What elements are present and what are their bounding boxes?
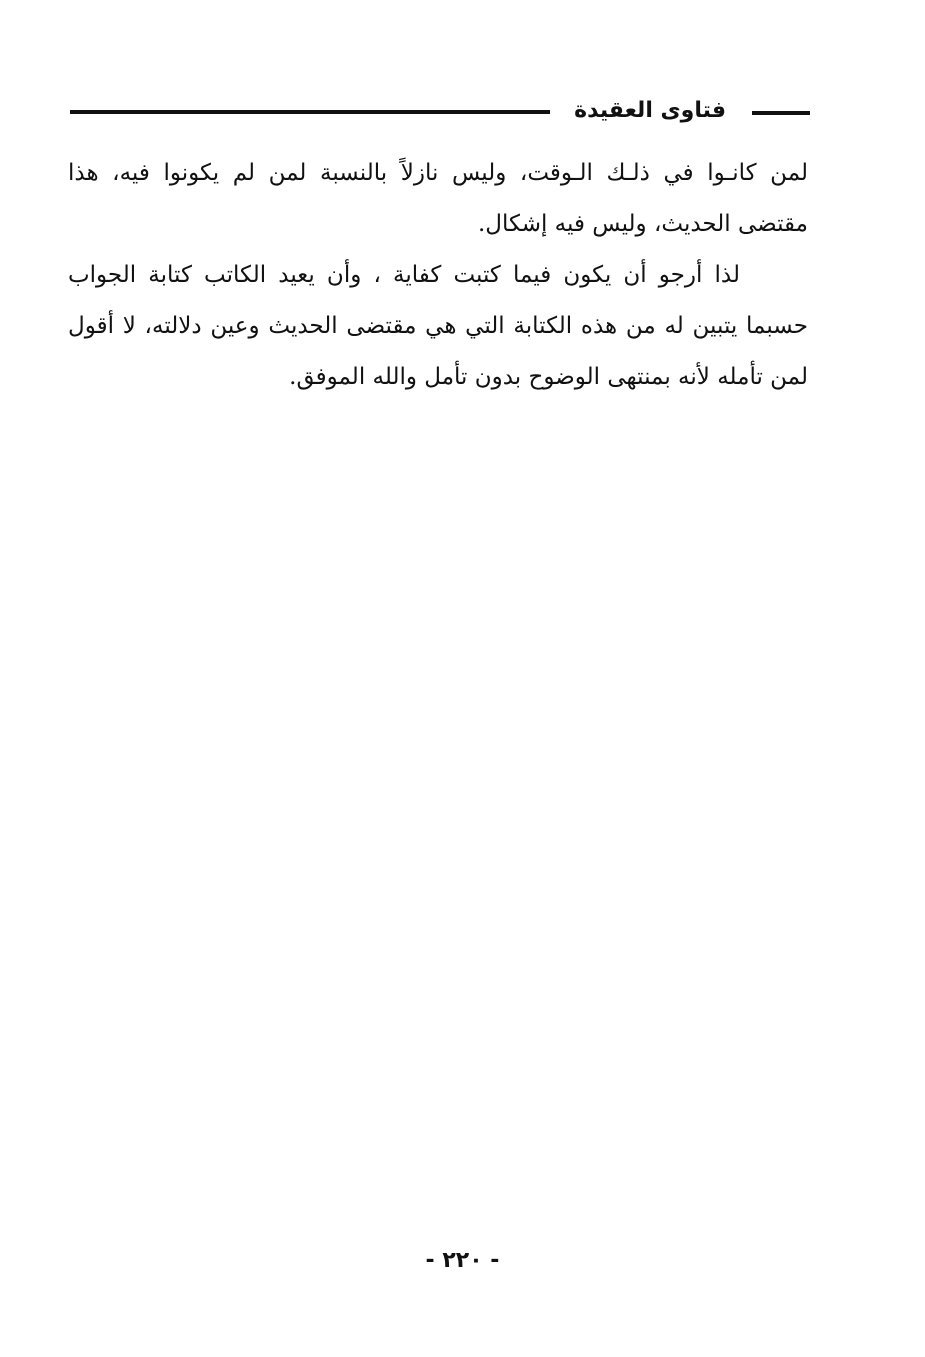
- running-header: [66, 96, 810, 132]
- header-title: فتاوى العقيدة: [574, 98, 726, 123]
- body-text: [68, 148, 808, 403]
- header-rule-right: [752, 111, 810, 115]
- header-rule-left: [70, 110, 550, 114]
- page-number: - ٢٢٠ -: [425, 1248, 500, 1273]
- paragraph: لذا أرجو أن يكون فيما كتبت كفاية ، وأن يعيد الكاتب كتابة الجواب حسبما يتبين له من هذه الكتابة التي هي مقتضى الحديث وعين دلالته، لا أقول لمن تأمله لأنه بمنتهى الوضوح بدون تأمل والله الموفق.: [68, 262, 808, 390]
- paragraph-continuation: لمن كانـوا في ذلـك الـوقت، وليس نازلاً بالنسبة لمن لم يكونوا فيه، هذا مقتضى الحديث، وليس فيه إشكال.: [68, 160, 808, 237]
